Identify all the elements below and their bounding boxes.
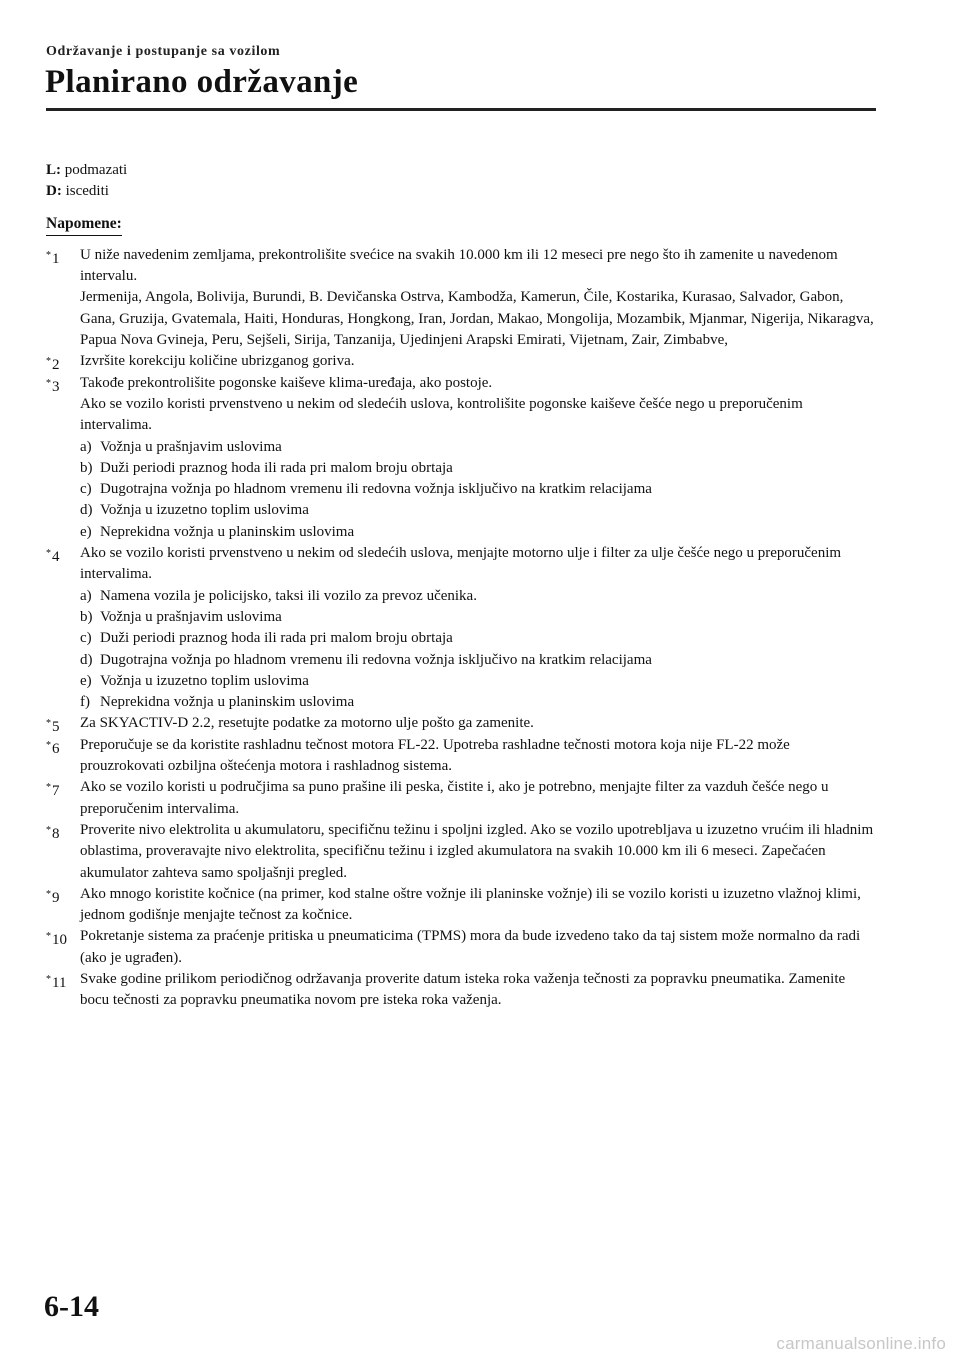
note-item — [46, 245, 876, 351]
page-number: 6-14 — [44, 1290, 99, 1323]
note-number — [46, 926, 67, 951]
subitem-letter: d) — [80, 502, 93, 519]
note-index: 6 — [52, 740, 60, 757]
note-item — [46, 543, 876, 713]
subitem-letter: c) — [80, 481, 92, 498]
subitem-text: Dugotrajna vožnja po hladnom vremenu ili redovna vožnja isključivo na kratkim relacijama — [100, 481, 652, 498]
note-index: 2 — [52, 357, 60, 374]
legend-text: iscediti — [65, 183, 109, 200]
legend-key: D: — [46, 183, 62, 200]
legend-item-lubricate — [46, 160, 876, 181]
note-number — [46, 373, 60, 398]
note-subitem — [80, 479, 876, 500]
note-text: Svake godine prilikom periodičnog održavanja proverite datum isteka roka važenja tečnosti za popravku pneumatika. Zamenite bocu tečnosti za popravku pneumatika novom pre isteka roka važenja. — [80, 970, 846, 1009]
note-text: Jermenija, Angola, Bolivija, Burundi, B. Devičanska Ostrva, Kambodža, Kamerun, Čile, Kostarika, Kurasao, Salvador, Gabon, Gana, Gruzija, Gvatemala, Haiti, Honduras, Hongkong, Iran, Jordan, Makao, Mongolija, Mozambik, Mjanmar, Nigerija, Nikaragva, Papua Nova Gvineja, Peru, Sejšeli, Sirija, Tanzanija, Ujedinjeni Arapski Emirati, Vijetnam, Zair, Zimbabve, — [80, 289, 874, 349]
note-asterisk: * — [46, 377, 51, 389]
subitem-letter: b) — [80, 459, 93, 476]
note-subitem — [80, 437, 876, 458]
note-index: 4 — [52, 549, 60, 566]
notes-list — [46, 245, 876, 1012]
note-subitem — [80, 500, 876, 521]
note-item — [46, 884, 876, 927]
note-item — [46, 351, 876, 372]
note-text: Ako se vozilo koristi prvenstveno u nekim od sledećih uslova, menjajte motorno ulje i filter za ulje češće nego u preporučenim intervalima. — [80, 545, 842, 583]
note-text: Ako mnogo koristite kočnice (na primer, kod stalne oštre vožnje ili planinske vožnje) ili se vozilo koristi u izuzetno vlažnoj klimi, jednom godišnje menjajte tečnost za kočnice. — [80, 885, 861, 924]
subitem-text: Namena vozila je policijsko, taksi ili vozilo za prevoz učenika. — [100, 587, 477, 604]
note-number — [46, 884, 60, 909]
note-asterisk: * — [46, 782, 51, 794]
note-item — [46, 373, 876, 543]
note-index: 10 — [52, 932, 67, 949]
note-number — [46, 543, 60, 568]
note-subitem — [80, 628, 876, 649]
legend-key: L: — [46, 162, 61, 178]
note-index: 11 — [52, 974, 67, 991]
section-label: Održavanje i postupanje sa vozilom — [46, 44, 281, 59]
subitem-text: Vožnja u prašnjavim uslovima — [100, 608, 282, 625]
note-number — [46, 245, 60, 270]
note-text: Za SKYACTIV-D 2.2, resetujte podatke za motorno ulje pošto ga zamenite. — [80, 715, 534, 732]
subitem-letter: f) — [80, 694, 90, 711]
note-subitem — [80, 607, 876, 628]
subitem-text: Vožnja u prašnjavim uslovima — [100, 438, 282, 455]
note-asterisk: * — [46, 739, 51, 751]
note-item — [46, 713, 876, 734]
watermark: carmanualsonline.info — [776, 1334, 946, 1353]
note-text: Proverite nivo elektrolita u akumulatoru, specifičnu težinu i spoljni izgled. Ako se vozilo upotrebljava u izuzetno vrućim ili hladnim oblastima, proveravajte nivo elektrolita, specifičnu težinu i izgled akumulatora na svakih 10.000 km ili 6 meseci. Zapečaćen akumulator zahteva samo spoljašnji pregled. — [80, 821, 874, 881]
note-asterisk: * — [46, 824, 51, 836]
page-content — [46, 160, 876, 1012]
subitem-text: Neprekidna vožnja u planinskim uslovima — [100, 523, 355, 540]
note-item — [46, 969, 876, 1012]
note-index: 7 — [52, 783, 60, 800]
note-number — [46, 969, 66, 994]
note-text: Pokretanje sistema za praćenje pritiska u pneumaticima (TPMS) mora da bude izvedeno tako da taj sistem može normalno da radi (ako je ugrađen). — [80, 928, 861, 966]
note-index: 8 — [52, 825, 60, 842]
notes-heading: Napomene: — [46, 213, 122, 236]
subitem-letter: d) — [80, 651, 93, 668]
subitem-letter: c) — [80, 630, 92, 647]
note-asterisk: * — [46, 548, 51, 560]
subitem-text: Duži periodi praznog hoda ili rada pri malom broju obrtaja — [100, 630, 453, 647]
note-item — [46, 926, 876, 969]
note-number — [46, 820, 60, 845]
note-item — [46, 777, 876, 820]
note-text: U niže navedenim zemljama, prekontrolišite svećice na svakih 10.000 km ili 12 meseci pre nego što ih zamenite u navedenom intervalu. — [80, 246, 838, 285]
note-asterisk: * — [46, 356, 51, 368]
legend-item-drain — [46, 181, 876, 202]
note-subitem — [80, 692, 876, 713]
subitem-text: Dugotrajna vožnja po hladnom vremenu ili redovna vožnja isključivo na kratkim relacijama — [100, 651, 652, 668]
subitem-letter: e) — [80, 672, 92, 689]
subitem-text: Vožnja u izuzetno toplim uslovima — [100, 502, 309, 519]
note-asterisk: * — [46, 973, 51, 985]
page-title: Planirano održavanje — [45, 64, 359, 100]
note-subitem — [80, 522, 876, 543]
note-item — [46, 820, 876, 884]
note-index: 3 — [52, 378, 60, 395]
note-index: 9 — [52, 889, 60, 906]
subitem-text: Duži periodi praznog hoda ili rada pri malom broju obrtaja — [100, 459, 453, 476]
note-text: Ako se vozilo koristi prvenstveno u nekim od sledećih uslova, kontrolišite pogonske kaiševe češće nego u preporučenim intervalima. — [80, 395, 803, 434]
note-asterisk: * — [46, 888, 51, 900]
note-asterisk: * — [46, 718, 51, 730]
title-rule — [46, 108, 876, 111]
note-subitem — [80, 458, 876, 479]
subitem-letter: a) — [80, 587, 92, 604]
subitem-text: Vožnja u izuzetno toplim uslovima — [100, 672, 309, 689]
note-text: Ako se vozilo koristi u područjima sa puno prašine ili peska, čistite i, ako je potrebno, menjajte filter za vazduh češće nego u preporučenim intervalima. — [80, 779, 829, 817]
note-text: Preporučuje se da koristite rashladnu tečnost motora FL-22. Upotreba rashladne tečnosti motora koja nije FL-22 može prouzrokovati ozbiljna oštećenja motora i rashladnog sistema. — [80, 736, 790, 775]
note-index: 1 — [52, 250, 60, 267]
subitem-letter: a) — [80, 438, 92, 455]
note-text: Takođe prekontrolišite pogonske kaiševe klima-uređaja, ako postoje. — [80, 374, 493, 391]
note-text: Izvršite korekciju količine ubrizganog goriva. — [80, 353, 355, 370]
note-subitem — [80, 671, 876, 692]
note-number — [46, 735, 60, 760]
note-asterisk: * — [46, 931, 51, 943]
note-number — [46, 777, 60, 802]
legend-text: podmazati — [64, 162, 128, 178]
note-asterisk: * — [46, 249, 51, 261]
subitem-letter: e) — [80, 523, 92, 540]
subitem-text: Neprekidna vožnja u planinskim uslovima — [100, 694, 355, 711]
note-index: 5 — [52, 719, 60, 736]
note-item — [46, 735, 876, 778]
note-subitem — [80, 650, 876, 671]
subitem-letter: b) — [80, 608, 93, 625]
note-subitem — [80, 586, 876, 607]
